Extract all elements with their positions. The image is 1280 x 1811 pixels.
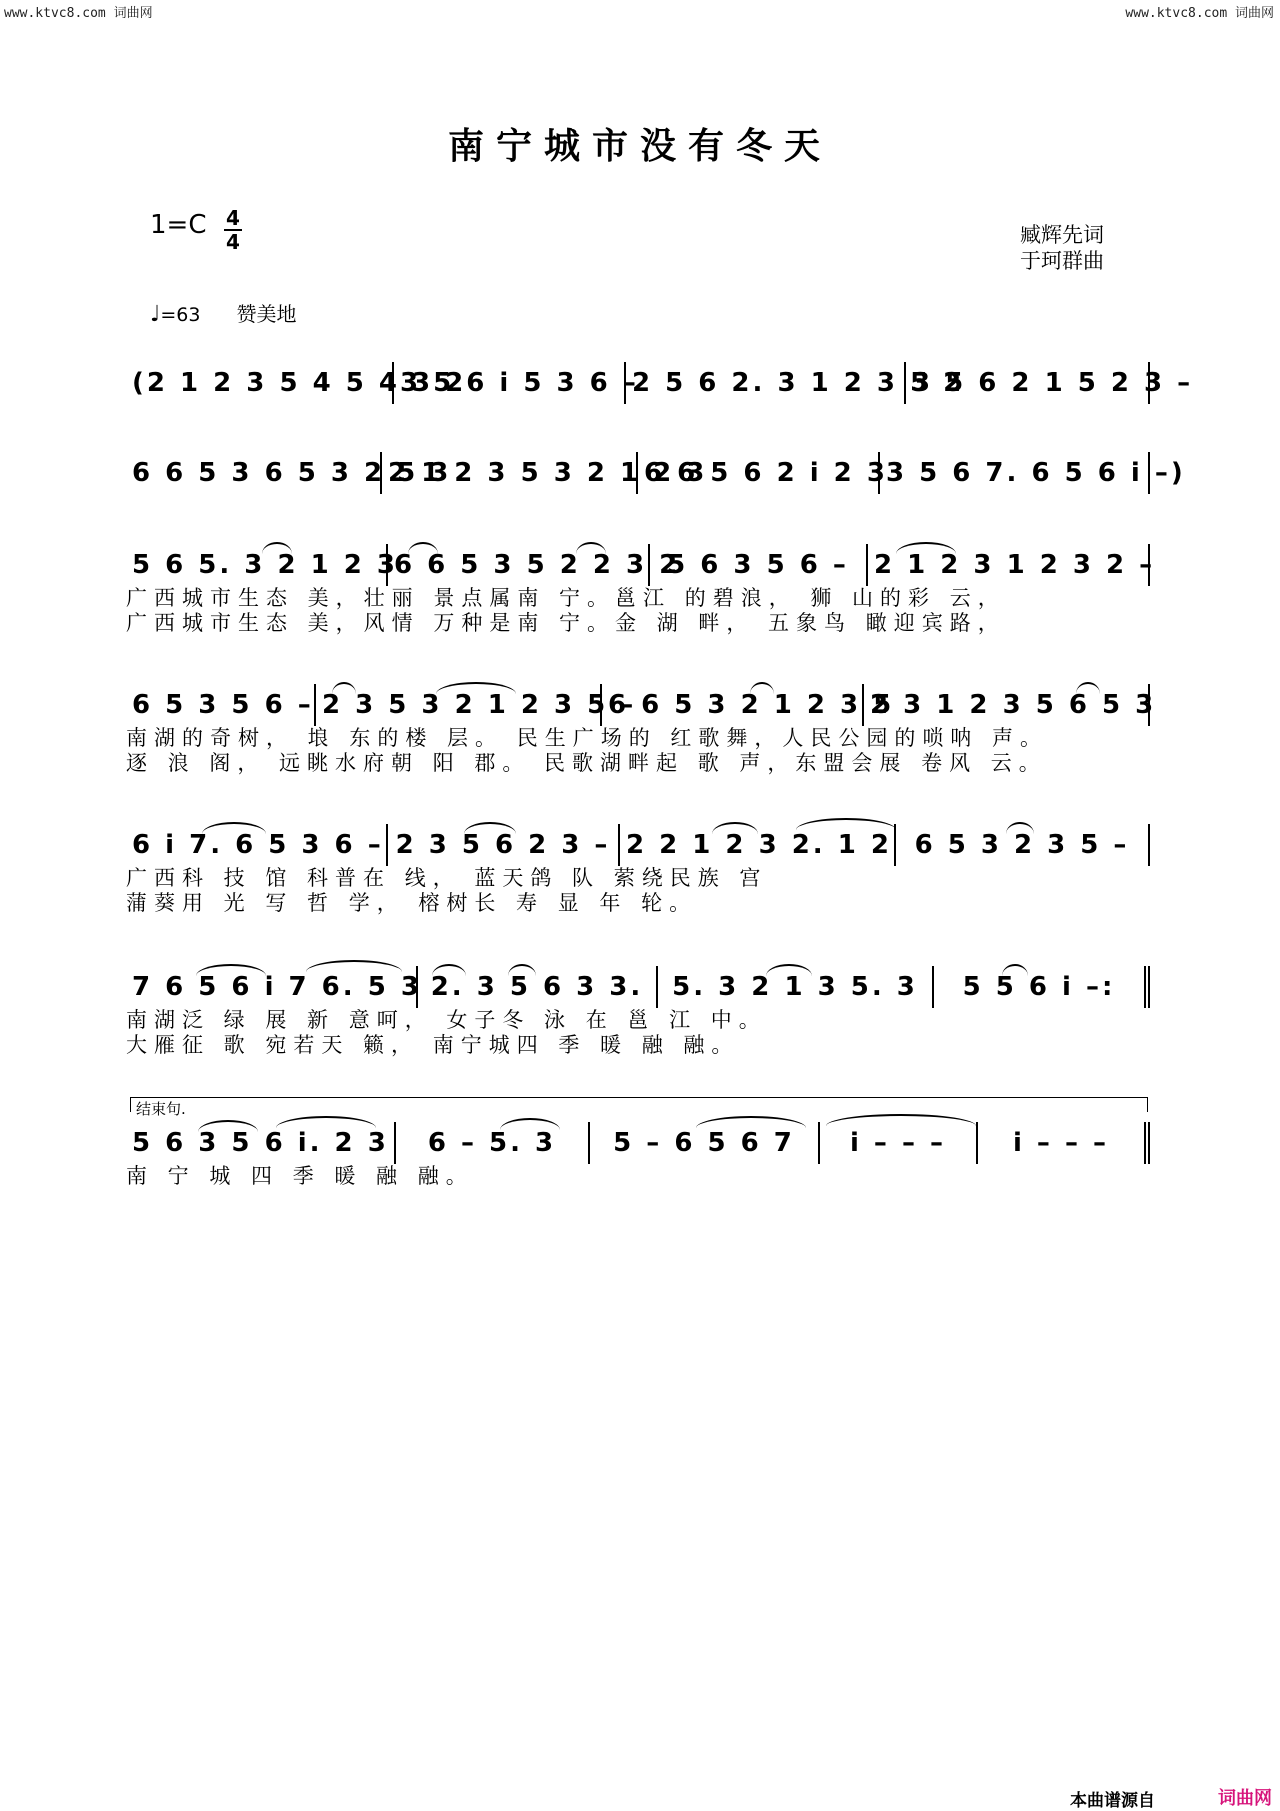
slur [796,818,896,830]
measure: 2 1 2 3 1 2 3 2 – [868,544,1150,586]
notes-line [126,452,1186,494]
lyric-verse-1: 广西科 技 馆 科普在 线， 蓝天鸽 队 萦绕民族 宫 [126,866,768,890]
time-signature-top: 4 [226,206,240,230]
notes-line [126,824,1150,866]
score-system-2 [126,452,1186,494]
lyric-verse-2: 广西城市生态 美，风情 万种是南 宁。金 湖 畔， 五象鸟 瞰迎宾路， [126,611,1006,635]
notes-line [126,1122,1150,1164]
measure: i – – – [820,1122,978,1164]
lyric-verse-2: 逐 浪 阁， 远眺水府朝 阳 郡。 民歌湖畔起 歌 声，东盟会展 卷风 云。 [126,751,1047,775]
credits [1020,222,1104,274]
composer-credit: 于珂群曲 [1020,249,1104,273]
footer-logo: 词曲网 [1218,1788,1272,1809]
measure: 5 6 3 5 6 i. 2 3 [126,1122,396,1164]
tempo-marking [150,298,297,327]
measure: i – – – [978,1122,1150,1164]
measure: 6 5 3 5 6 – [126,684,316,726]
measure: 6 6 5 3 5 2 2 3 2 [388,544,650,586]
measure: 5 6 5. 3 2 1 2 3 [126,544,388,586]
lyric-verse-1: 南湖泛 绿 展 新 意呵， 女子冬 泳 在 邕 江 中。 [126,1008,767,1032]
score-system-1 [126,362,1194,404]
score-system-5 [126,824,1150,916]
score-system-3 [126,544,1156,636]
measure: 2 1 2 3 5 3 2 1 2 3 [382,452,638,494]
score-system-7 [126,1122,1150,1189]
measure: 2 3 5 3 2 1 2 3 5 – [316,684,602,726]
measure: 6 6 5 3 6 5 3 2 5 3 [126,452,382,494]
footer-source-text: 本曲谱源自 [1070,1791,1155,1811]
measure: 6 i 7. 6 5 3 6 – [126,824,388,866]
measure: (2 1 2 3 5 4 5 4 3 2 [126,362,394,404]
slur [276,1116,376,1128]
measure: 6 – 5. 3 [396,1122,590,1164]
measure: 5 – 6 5 6 7 [590,1122,820,1164]
measure: 5 5 6 i –: [934,966,1150,1008]
measure: 3 5 6 7. 6 5 6 i –) [880,452,1150,494]
ending-label: 结束句. [136,1100,186,1118]
measure: 3 5 6 2 1 5 2 3 – [906,362,1150,404]
notes-line [126,966,1150,1008]
slur [500,1118,560,1130]
measure: 3 5 6 i 5 3 6 – [394,362,626,404]
measure: 7 6 5 6 i 7 6. 5 3 [126,966,418,1008]
key-signature: 1=C [150,210,207,240]
quarter-note-icon: ♩ [150,302,161,327]
measure: 6 6 5 6 2 i 2 3 [638,452,880,494]
measure: 5. 3 2 1 3 5. 3 [658,966,934,1008]
measure: 2 2 1 2 3 2. 1 2 [620,824,896,866]
lyric-verse-1: 南湖的奇树， 埌 东的楼 层。 民生广场的 红歌舞，人民公园的唢呐 声。 [126,726,1049,750]
song-title: 南宁城市没有冬天 [447,125,832,167]
notes-line [126,362,1194,404]
measure: 2 5 6 2. 3 1 2 3 5 2 [626,362,906,404]
lyric-verse-2: 大雁征 歌 宛若天 籁， 南宁城四 季 暖 融 融。 [126,1033,740,1057]
measure: 2. 3 5 6 3 3. [418,966,658,1008]
measure: 6 5 3 2 3 5 – [896,824,1150,866]
watermark-left: www.ktvc8.com 词曲网 [4,6,153,21]
slur [306,960,402,972]
measure: 5 6 3 5 6 – [650,544,868,586]
slur [696,1116,806,1128]
time-signature-bottom: 4 [226,230,240,254]
lyricist-credit: 臧辉先词 [1020,223,1104,247]
notes-line [126,684,1157,726]
tempo-value: =63 [160,304,201,326]
expression-marking: 赞美地 [236,302,297,326]
notes-line [126,544,1156,586]
measure: 2 3 5 6 2 3 – [388,824,620,866]
lyric-verse-2: 蒲葵用 光 写 哲 学， 榕树长 寿 显 年 轮。 [126,891,698,915]
score-system-4 [126,684,1157,776]
slur [826,1114,976,1126]
lyric-ending: 南 宁 城 四 季 暖 融 融。 [126,1164,474,1188]
measure: 6 6 5 3 2 1 2 3 5 [602,684,864,726]
watermark-right: www.ktvc8.com 词曲网 [1125,6,1274,21]
time-signature [224,208,242,252]
score-system-6 [126,966,1150,1058]
ending-bracket [130,1097,1148,1112]
lyric-verse-1: 广西城市生态 美，壮丽 景点属南 宁。邕江 的碧浪， 狮 山的彩 云， [126,586,1006,610]
measure: 2 3 1 2 3 5 6 5 3 [864,684,1150,726]
